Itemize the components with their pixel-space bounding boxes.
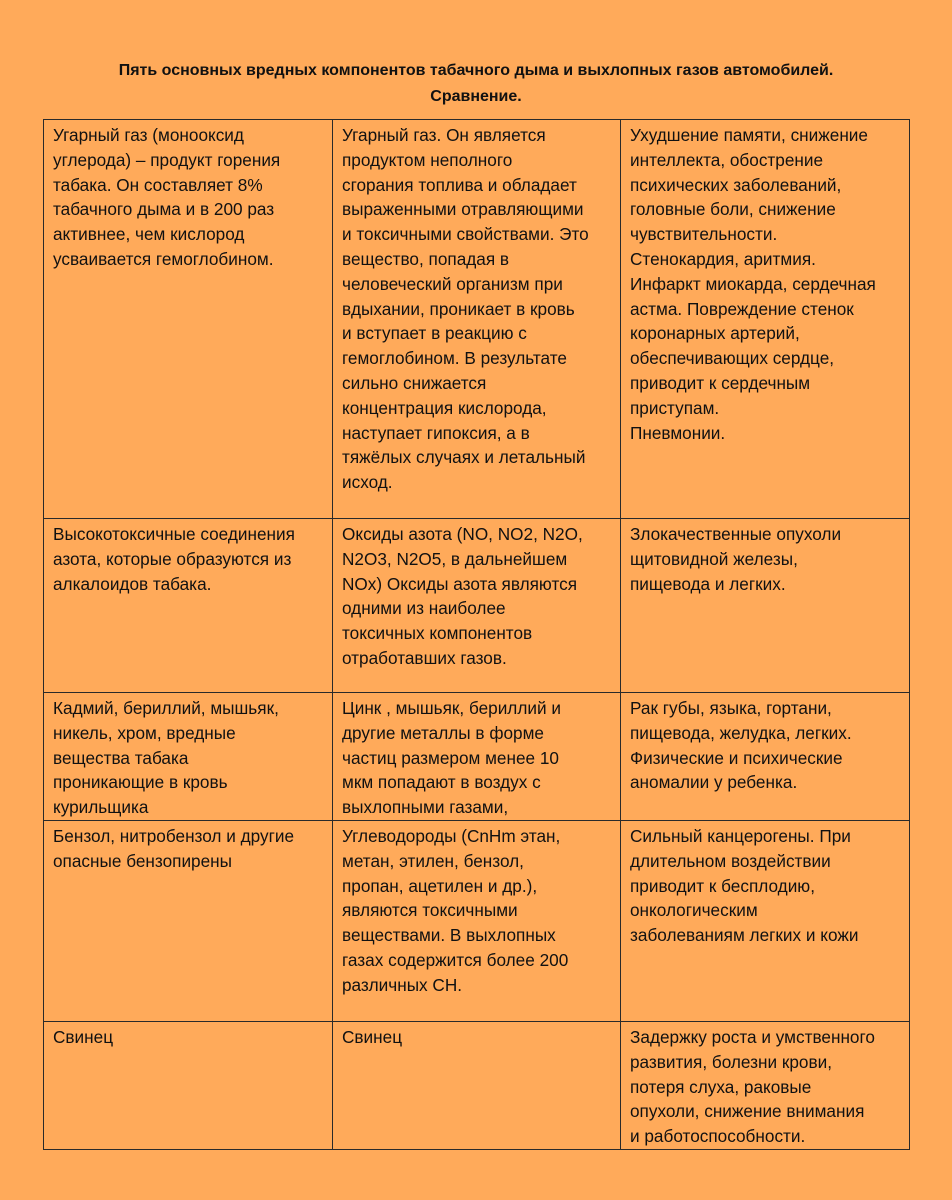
exhaust-cell: [333, 820, 621, 1021]
tobacco-cell: [44, 519, 333, 693]
table-row: [44, 693, 910, 821]
cell-text: Свинец: [342, 1026, 403, 1047]
effects-cell: [621, 120, 910, 519]
cell-text: Угарный газ. Он является продуктом неполного сгорания топлива и обладает выраженными отравляющими и токсичными свойствами. Это вещество, попадая в человеческий организм при вдыхании, проникает в кровь и вступает в реакцию с гемоглобином. В результате сильно снижается концентрация кислорода, наступает гипоксия, а в тяжёлых случаях и летальный исход.: [342, 125, 589, 493]
cell-text: Сильный канцерогены. При длительном воздействии приводит к бесплодию, онкологическим заболеваниям легких и кожи: [630, 825, 859, 946]
cell-text: Ухудшение памяти, снижение интеллекта, обострение психических заболеваний, головные боли, снижение чувствительности. Стенокардия, аритмия. Инфаркт миокарда, сердечная астма. Повреждение стенок коронарных артерий, обеспечивающих сердце, приводит к сердечным приступам. Пневмонии.: [630, 125, 876, 443]
title-line-1: Пять основных вредных компонентов табачного дыма и выхлопных газов автомобилей.: [118, 62, 834, 79]
exhaust-cell: [333, 519, 621, 693]
cell-text: Злокачественные опухоли щитовидной железы, пищевода и легких.: [630, 524, 842, 594]
effects-cell: [621, 693, 910, 821]
cell-text: Задержку роста и умственного развития, болезни крови, потеря слуха, раковые опухоли, снижение внимания и работоспособности.: [630, 1026, 875, 1147]
cell-text: Бензол, нитробензол и другие опасные бензопирены: [53, 825, 295, 871]
cell-text: Оксиды азота (NO, NO2, N2O, N2O3, N2O5, в дальнейшем NOx) Оксиды азота являются одними из наиболее токсичных компонентов отработавших газов.: [342, 524, 583, 668]
effects-cell: [621, 820, 910, 1021]
cell-text: Свинец: [53, 1026, 114, 1047]
cell-text: Цинк , мышьяк, бериллий и другие металлы в форме частиц размером менее 10 мкм попадают в воздух с выхлопными газами,: [342, 698, 561, 818]
effects-cell: [621, 519, 910, 693]
exhaust-cell: [333, 120, 621, 519]
exhaust-cell: [333, 693, 621, 821]
cell-text: Углеводороды (CnHm этан, метан, этилен, бензол, пропан, ацетилен и др.), являются токсичными веществами. В выхлопных газах содержится более 200 различных CH.: [342, 825, 569, 995]
exhaust-cell: [333, 1021, 621, 1149]
cell-text: Угарный газ (монооксид углерода) – продукт горения табака. Он составляет 8% табачного дыма и в 200 раз активнее, чем кислород усваивается гемоглобином.: [53, 125, 281, 269]
document-title: [0, 58, 952, 110]
cell-text: Кадмий, бериллий, мышьяк, никель, хром, вредные вещества табака проникающие в кровь курильщика: [53, 698, 279, 818]
tobacco-cell: [44, 693, 333, 821]
cell-text: Высокотоксичные соединения азота, которые образуются из алкалоидов табака.: [53, 524, 295, 594]
tobacco-cell: [44, 1021, 333, 1149]
table-row: [44, 820, 910, 1021]
table-row: [44, 1021, 910, 1149]
table-row: [44, 120, 910, 519]
comparison-table: [43, 119, 910, 1150]
cell-text: Рак губы, языка, гортани, пищевода, желудка, легких. Физические и психические аномалии у ребенка.: [630, 698, 852, 793]
table-row: [44, 519, 910, 693]
effects-cell: [621, 1021, 910, 1149]
title-line-2: Сравнение.: [430, 88, 522, 105]
tobacco-cell: [44, 120, 333, 519]
tobacco-cell: [44, 820, 333, 1021]
